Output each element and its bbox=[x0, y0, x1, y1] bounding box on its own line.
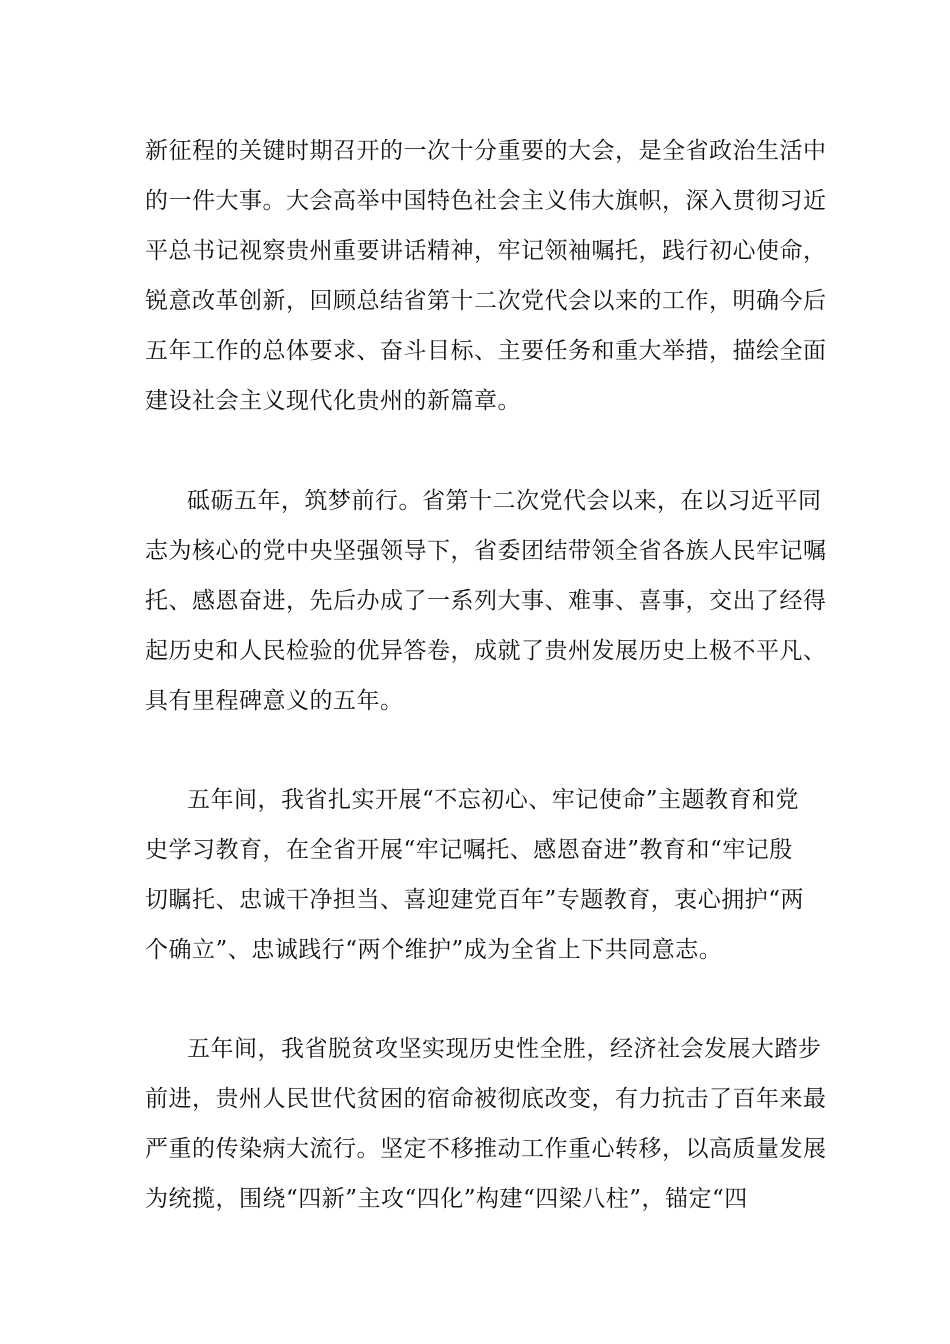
text-line: 具有里程碑意义的五年。 bbox=[145, 688, 404, 714]
text-line: 托、感恩奋进，先后办成了一系列大事、难事、喜事，交出了经得 bbox=[145, 588, 827, 614]
paragraph-2 bbox=[145, 476, 825, 726]
text-line: 严重的传染病大流行。坚定不移推动工作重心转移，以高质量发展 bbox=[145, 1136, 827, 1162]
text-line: 个确立”、忠诚践行“两个维护”成为全省上下共同意志。 bbox=[145, 937, 723, 963]
text-line: 五年间，我省扎实开展“不忘初心、牢记使命”主题教育和党 bbox=[187, 787, 800, 813]
text-line: 锐意改革创新，回顾总结省第十二次党代会以来的工作，明确今后 bbox=[145, 288, 827, 314]
text-line: 砥砺五年，筑梦前行。省第十二次党代会以来，在以习近平同 bbox=[187, 488, 822, 514]
text-line: 为统揽，围绕“四新”主攻“四化”构建“四梁八柱”，锚定“四 bbox=[145, 1186, 748, 1212]
text-line: 起历史和人民检验的优异答卷，成就了贵州发展历史上极不平凡、 bbox=[145, 638, 827, 664]
text-line: 志为核心的党中央坚强领导下，省委团结带领全省各族人民牢记嘱 bbox=[145, 538, 827, 564]
paragraph-3 bbox=[145, 775, 825, 975]
text-line: 建设社会主义现代化贵州的新篇章。 bbox=[145, 388, 521, 414]
text-line: 五年工作的总体要求、奋斗目标、主要任务和重大举措，描绘全面 bbox=[145, 338, 827, 364]
text-line: 史学习教育，在全省开展“牢记嘱托、感恩奋进”教育和“牢记殷 bbox=[145, 837, 793, 863]
text-line: 前进，贵州人民世代贫困的宿命被彻底改变，有力抗击了百年来最 bbox=[145, 1086, 827, 1112]
text-line: 的一件大事。大会高举中国特色社会主义伟大旗帜，深入贯彻习近 bbox=[145, 188, 827, 214]
text-line: 切瞩托、忠诚干净担当、喜迎建党百年”专题教育，衷心拥护“两 bbox=[145, 887, 805, 913]
paragraph-1 bbox=[145, 126, 825, 426]
text-line: 新征程的关键时期召开的一次十分重要的大会，是全省政治生活中 bbox=[145, 138, 827, 164]
paragraph-4 bbox=[145, 1024, 825, 1224]
text-line: 五年间，我省脱贫攻坚实现历史性全胜，经济社会发展大踏步 bbox=[187, 1036, 822, 1062]
text-line: 平总书记视察贵州重要讲话精神，牢记领袖嘱托，践行初心使命， bbox=[145, 238, 827, 264]
